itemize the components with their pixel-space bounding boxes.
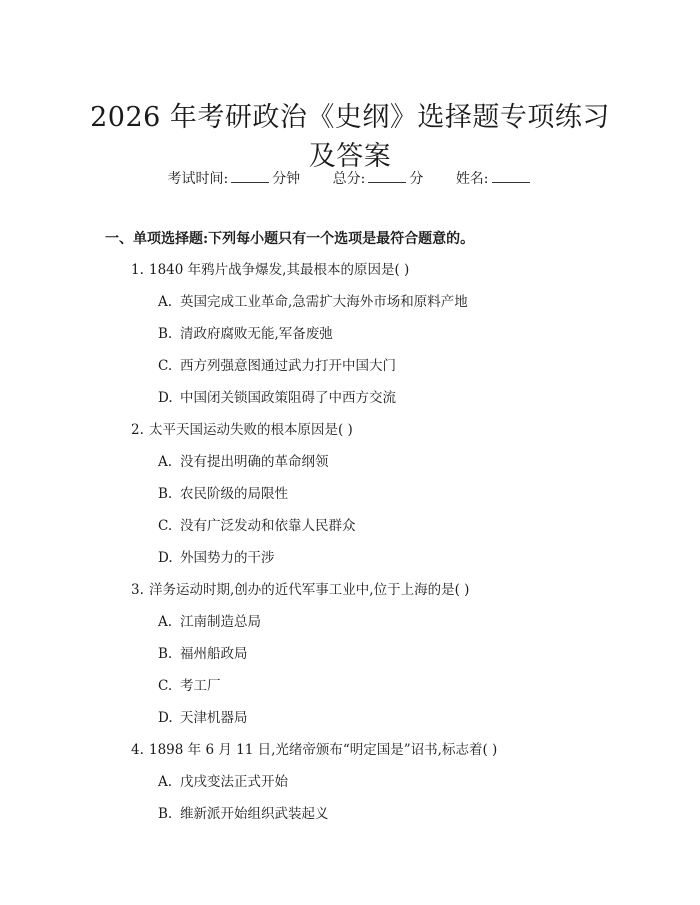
option-text: 清政府腐败无能,军备废弛 [180, 326, 333, 342]
question-text: 1898 年 6 月 11 日,光绪帝颁布“明定国是”诏书,标志着( ) [149, 742, 498, 758]
question-stem [131, 580, 671, 612]
option-letter: C. [158, 518, 173, 534]
option-text: 英国完成工业革命,急需扩大海外市场和原料产地 [180, 294, 468, 310]
option-letter: A. [158, 454, 173, 470]
option-d [131, 708, 671, 740]
option-text: 外国势力的干涉 [180, 550, 275, 566]
option-text: 中国闭关锁国政策阻碍了中西方交流 [180, 390, 396, 406]
option-a [131, 292, 671, 324]
option-b [131, 804, 671, 836]
option-text: 没有提出明确的革命纲领 [180, 454, 329, 470]
question-number: 4. [131, 742, 144, 758]
document-title: 2026 年考研政治《史纲》选择题专项练习及答案 [90, 102, 610, 173]
option-d [131, 388, 671, 420]
option-a [131, 772, 671, 804]
option-c [131, 676, 671, 708]
option-text: 农民阶级的局限性 [180, 486, 288, 502]
question-3 [131, 580, 671, 740]
option-text: 维新派开始组织武装起义 [180, 806, 329, 822]
option-b [131, 324, 671, 356]
name-label: 姓名: [455, 171, 489, 187]
option-text: 没有广泛发动和依靠人民群众 [180, 518, 356, 534]
option-letter: A. [158, 774, 173, 790]
option-c [131, 356, 671, 388]
exam-time-blank [231, 168, 269, 183]
total-score-unit: 分 [409, 171, 424, 187]
question-number: 1. [131, 262, 144, 278]
question-stem [131, 260, 671, 292]
option-b [131, 644, 671, 676]
question-text: 太平天国运动失败的根本原因是( ) [149, 422, 353, 438]
option-text: 考工厂 [180, 678, 221, 694]
total-score-field [333, 168, 424, 189]
option-letter: C. [158, 358, 173, 374]
option-letter: B. [158, 646, 173, 662]
option-letter: D. [158, 550, 173, 566]
question-stem [131, 420, 671, 452]
total-score-label: 总分: [332, 171, 366, 187]
option-text: 天津机器局 [180, 710, 248, 726]
question-4 [131, 740, 671, 836]
exam-time-field [167, 168, 300, 189]
question-number: 2. [131, 422, 144, 438]
option-letter: A. [158, 614, 173, 630]
option-text: 福州船政局 [180, 646, 248, 662]
question-list [131, 260, 671, 836]
option-b [131, 484, 671, 516]
question-2 [131, 420, 671, 580]
question-1 [131, 260, 671, 420]
option-letter: B. [158, 806, 173, 822]
option-a [131, 612, 671, 644]
name-field [456, 168, 533, 189]
question-text: 洋务运动时期,创办的近代军事工业中,位于上海的是( ) [149, 582, 470, 598]
exam-info-line [0, 168, 700, 189]
exam-time-unit: 分钟 [272, 171, 301, 187]
total-score-blank [368, 168, 406, 183]
option-c [131, 516, 671, 548]
option-letter: B. [158, 326, 173, 342]
option-a [131, 452, 671, 484]
exam-time-label: 考试时间: [167, 171, 229, 187]
option-letter: B. [158, 486, 173, 502]
question-number: 3. [131, 582, 144, 598]
name-blank [492, 168, 530, 183]
question-stem [131, 740, 671, 772]
option-d [131, 548, 671, 580]
section-heading: 一、单项选择题:下列每小题只有一个选项是最符合题意的。 [105, 231, 475, 247]
option-text: 戊戌变法正式开始 [180, 774, 288, 790]
option-letter: C. [158, 678, 173, 694]
option-text: 西方列强意图通过武力打开中国大门 [180, 358, 396, 374]
option-letter: D. [158, 390, 173, 406]
option-letter: A. [158, 294, 173, 310]
question-text: 1840 年鸦片战争爆发,其最根本的原因是( ) [149, 262, 410, 278]
option-letter: D. [158, 710, 173, 726]
option-text: 江南制造总局 [180, 614, 261, 630]
